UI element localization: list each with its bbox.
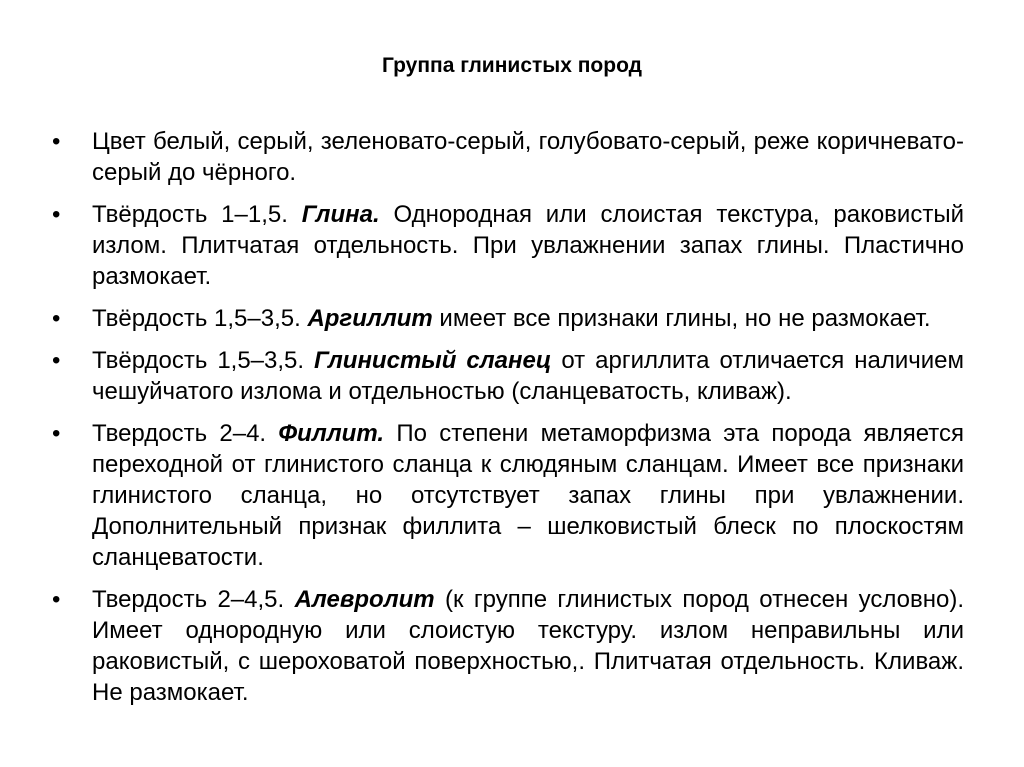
- bullet-icon: •: [52, 305, 61, 332]
- bullet-icon: •: [52, 128, 61, 155]
- slide-title: Группа глинистых пород: [382, 54, 642, 77]
- bullet-icon: •: [52, 586, 61, 613]
- item-description: По степени метаморфизма эта порода является переходной от глинистого сланца к слюдяным сланцам. Имеет все признаки глинистого сланца, но отсутствует запах глины при увлажнении. Дополнительный признак филлита – шелковистый блеск по плоскостям сланцеватости.: [92, 420, 965, 571]
- rock-name: Аргиллит: [307, 305, 433, 332]
- item-text: Твёрдость 1,5–3,5.: [92, 305, 308, 332]
- rock-name: Глинистый сланец: [314, 347, 552, 374]
- bullet-icon: •: [52, 347, 61, 374]
- bullet-icon: •: [52, 420, 61, 447]
- list-item-phyllite: [52, 418, 964, 573]
- list-item-clay: [52, 199, 964, 292]
- item-text: Твёрдость 1–1,5.: [92, 201, 302, 228]
- rock-name: Алевролит: [294, 586, 435, 613]
- rock-properties-list: [52, 126, 964, 719]
- rock-name: Глина.: [301, 201, 380, 228]
- rock-name: Филлит.: [278, 420, 385, 447]
- item-text: Твердость 2–4.: [92, 420, 279, 447]
- item-description: (к группе глинистых пород отнесен условно). Имеет однородную или слоистую текстуру. излом неправильны или раковистый, с шероховатой поверхностью,. Плитчатая отдельность. Кливаж. Не размокает.: [92, 586, 965, 706]
- item-description: имеет все признаки глины, но не размокает.: [432, 305, 931, 332]
- list-item-argillite: [52, 303, 964, 334]
- item-description: от аргиллита отличается наличием чешуйчатого излома и отдельностью (сланцеватость, кливаж).: [92, 347, 964, 405]
- list-item-color: [52, 126, 964, 188]
- item-text: Твёрдость 1,5–3,5.: [92, 347, 315, 374]
- list-item-siltstone: [52, 584, 964, 708]
- list-item-clay-shale: [52, 345, 964, 407]
- item-text: Твердость 2–4,5.: [92, 586, 295, 613]
- bullet-icon: •: [52, 201, 61, 228]
- item-text: Цвет белый, серый, зеленовато-серый, голубовато-серый, реже коричневато-серый до чёрного.: [92, 128, 964, 186]
- item-description: Однородная или слоистая текстура, раковистый излом. Плитчатая отдельность. При увлажнении запах глины. Пластично размокает.: [92, 201, 964, 290]
